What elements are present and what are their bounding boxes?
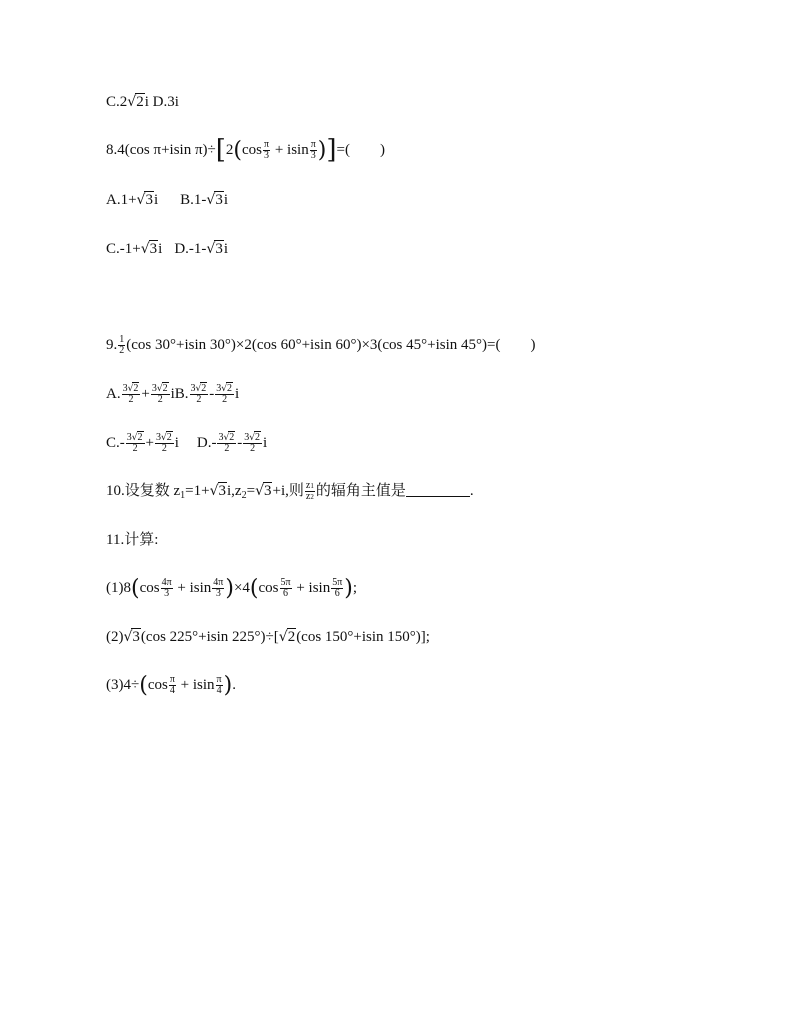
question-11-part-2: (2)√3(cos 225°+isin 225°)÷[√2(cos 150°+isin 150°)];	[106, 629, 430, 645]
fraction: $\frac{3√2}{2}$	[122, 383, 139, 406]
question-9-options-cd: C.- $\frac{3√2}{2}$ + $\frac{3√2}{2}$ i D.- $\frac{3√2}{2}$ - $\frac{3√2}{2}$ i	[106, 432, 268, 455]
fraction: $\frac{1}{2}$	[119, 334, 125, 357]
question-11-part-3: (3)4÷(cos $\frac{\pi}{4}$ + isin $\frac{\pi}{4}$ ).	[106, 673, 236, 698]
fraction: $\frac{\pi}{3}$	[264, 139, 270, 162]
question-11-title: 11.计算:	[106, 532, 159, 548]
fraction: $\frac{5\pi}{6}$	[332, 577, 343, 600]
sqrt: √3	[209, 483, 227, 499]
sqrt: √2	[278, 629, 296, 645]
fraction: $\frac{3√2}{2}$	[151, 383, 168, 406]
question-10: 10.设复数 $z_1=1+√3i,z_2=√3+i$,则 $\frac{z1}{z2}$ 的辐角主值是 .	[106, 480, 474, 503]
question-11-part-1: (1)8(cos $\frac{4\pi}{3}$ + isin $\frac{4\pi}{3}$ )×4(cos $\frac{5\pi}{6}$ + isin $\frac{5\pi}{6}$ );	[106, 576, 358, 601]
fraction: $\frac{z1}{z2}$	[305, 480, 314, 503]
question-8-options-cd: C.-1+√3i D.-1-√3i	[106, 241, 228, 257]
fraction: $\frac{\pi}{4}$	[169, 674, 175, 697]
question-9: 9. $\frac{1}{2}$ (cos 30°+isin 30°)×2(cos 60°+isin 60°)×3(cos 45°+isin 45°)=( )	[106, 334, 536, 357]
sqrt: √3	[123, 629, 140, 645]
answer-blank[interactable]	[406, 482, 470, 497]
fraction: $\frac{3√2}{2}$	[126, 432, 143, 455]
sqrt: √3	[206, 192, 223, 208]
question-8-options-ab: A.1+√3i B.1-√3i	[106, 192, 228, 208]
fraction: $\frac{3√2}{2}$	[244, 432, 260, 455]
sqrt: √3	[136, 192, 153, 208]
fraction: $\frac{5\pi}{6}$	[280, 577, 291, 600]
fraction: $\frac{3√2}{2}$	[218, 432, 235, 455]
fraction: $\frac{3√2}{2}$	[155, 432, 172, 455]
fraction: $\frac{3√2}{2}$	[190, 383, 207, 406]
fraction: $\frac{\pi}{3}$	[310, 139, 316, 162]
q7-options-cd: C.2√2i D.3i	[106, 94, 179, 110]
sqrt: √3	[255, 483, 272, 499]
sqrt: √3	[206, 241, 223, 257]
fraction: $\frac{3√2}{2}$	[216, 383, 232, 406]
fraction: $\frac{4\pi}{3}$	[161, 577, 172, 600]
sqrt: √3	[140, 241, 158, 257]
fraction: $\frac{4\pi}{3}$	[213, 577, 224, 600]
question-9-options-ab: A. $\frac{3√2}{2}$ + $\frac{3√2}{2}$ iB. $\frac{3√2}{2}$ - $\frac{3√2}{2}$ i	[106, 383, 240, 406]
question-8: 8.4(cos π+isin π)÷[2(cos $\frac{\pi}{3}$ + isin $\frac{\pi}{3}$ )]=( )	[106, 135, 385, 165]
sqrt: √2	[127, 94, 144, 110]
fraction: $\frac{\pi}{4}$	[216, 674, 222, 697]
